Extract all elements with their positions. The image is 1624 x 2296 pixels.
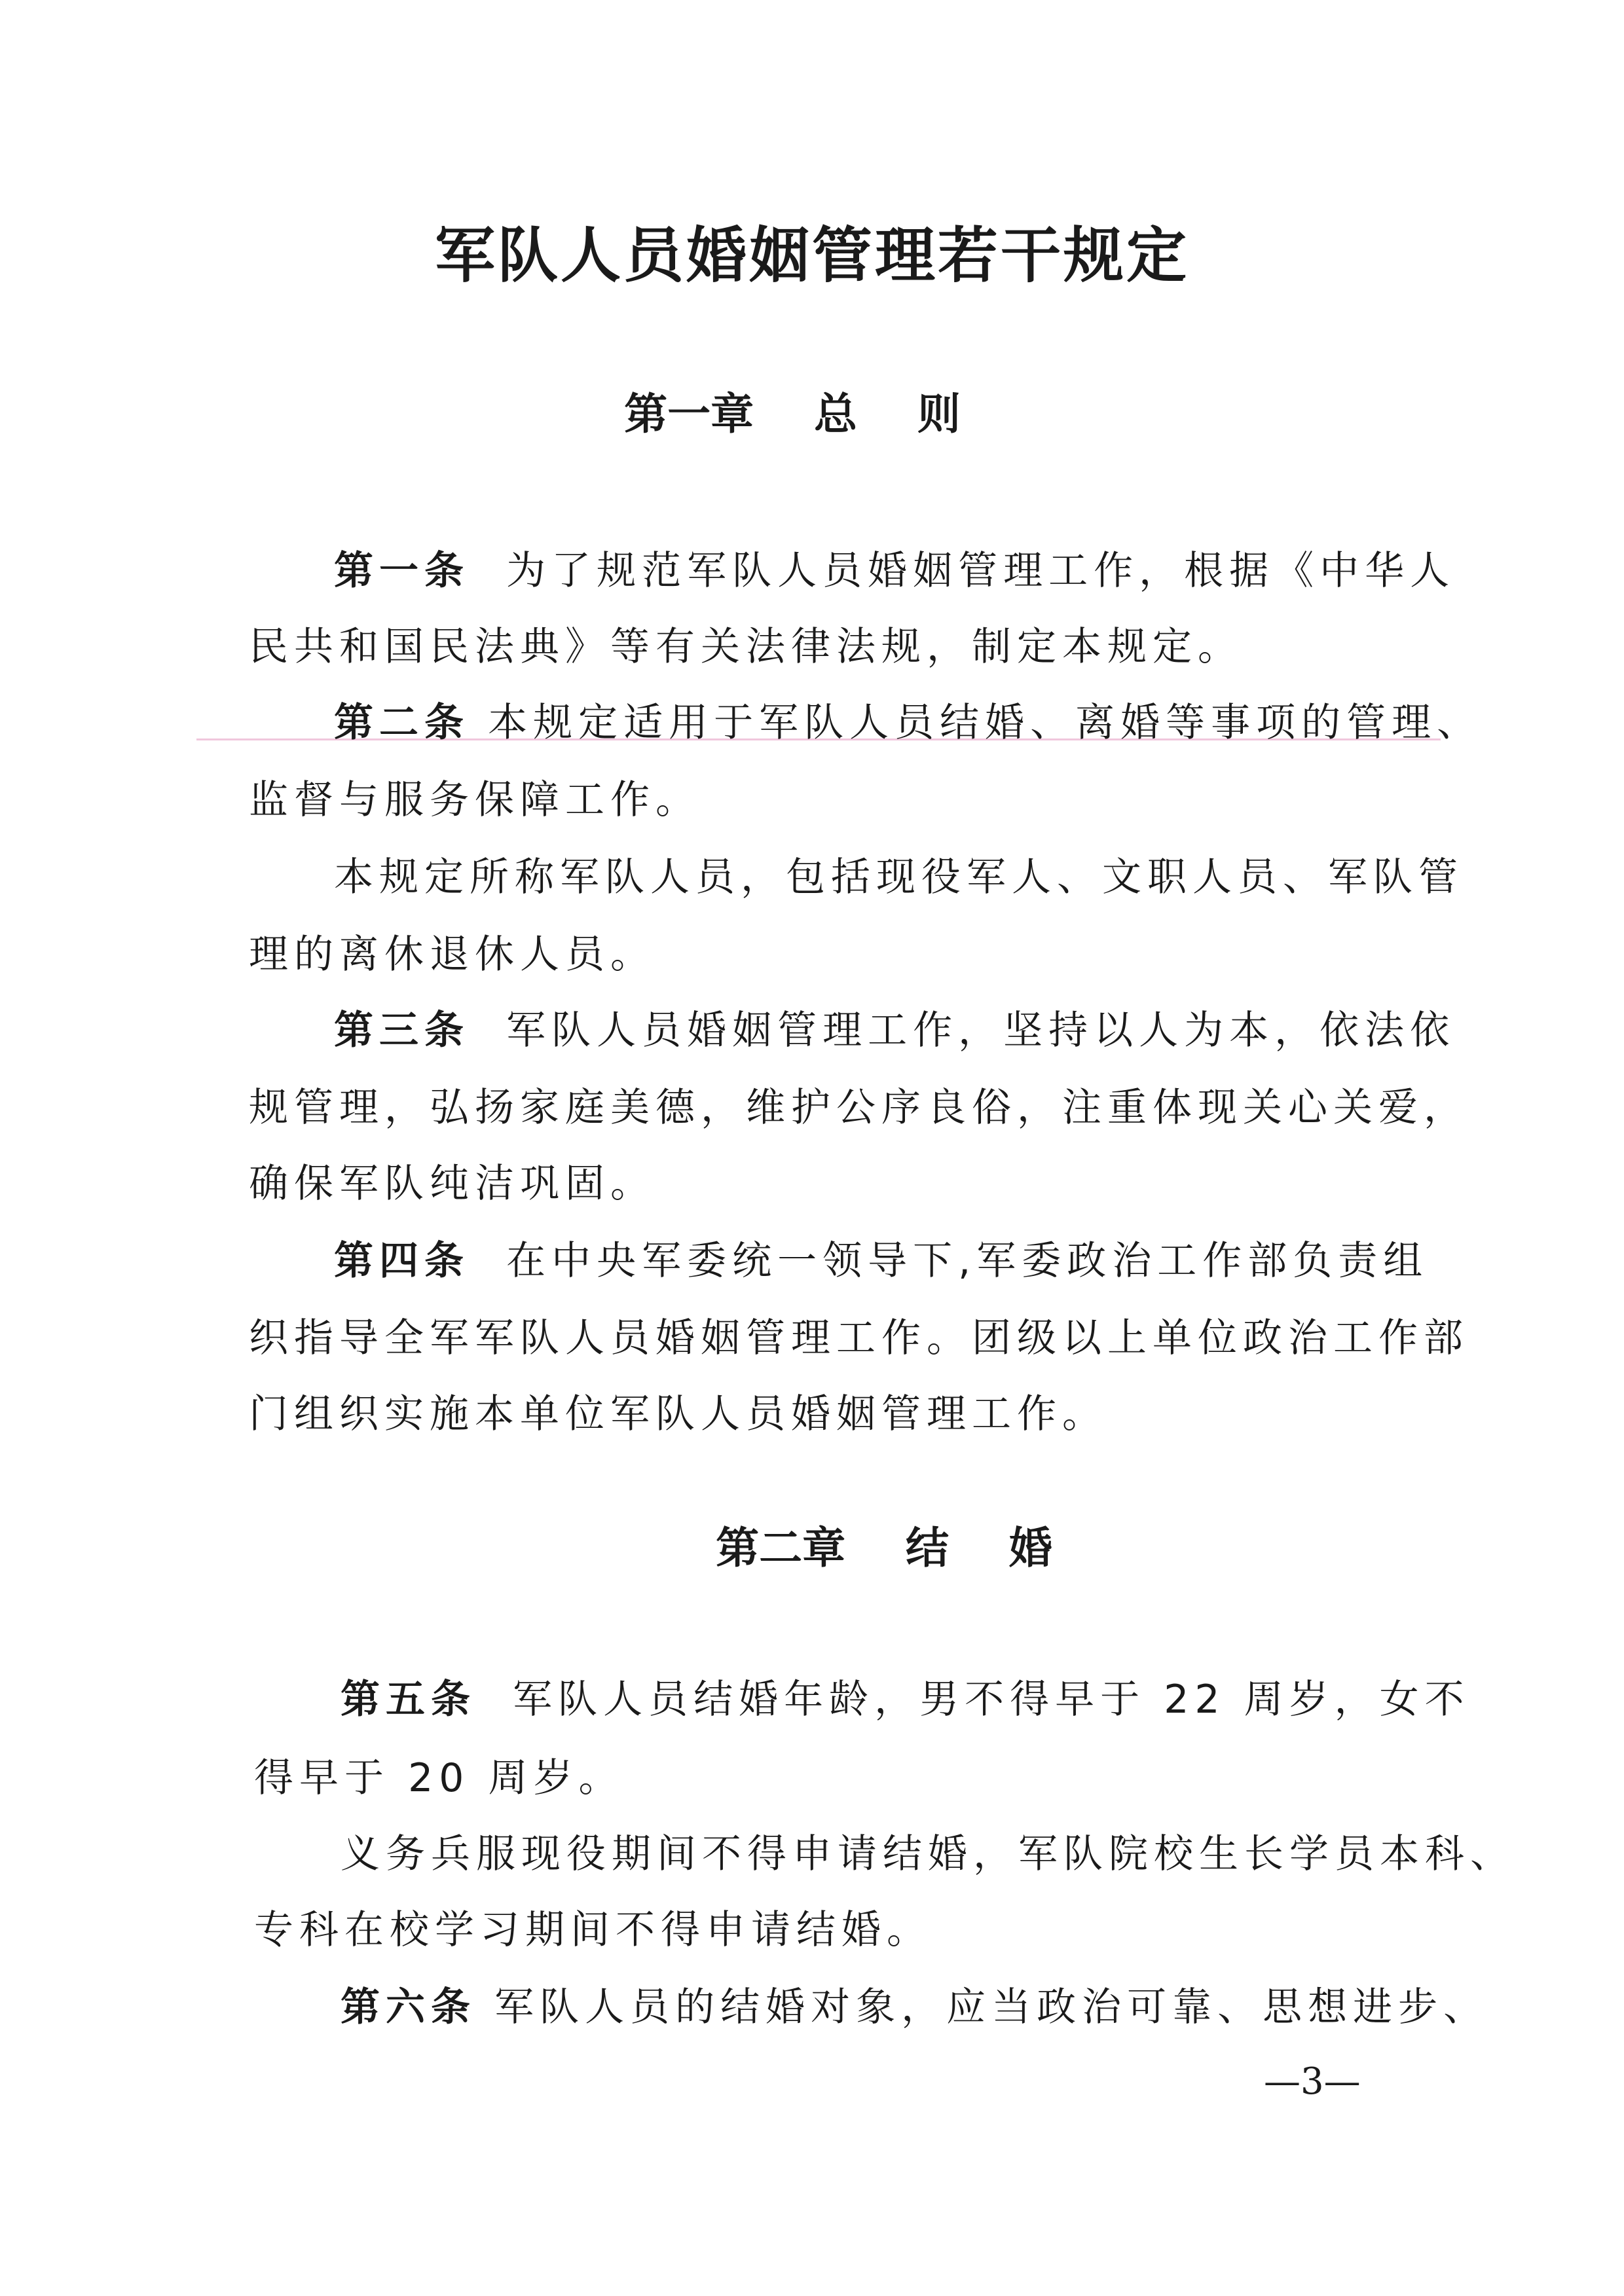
article-2-line-2: 监督与服务保障工作。 [249,777,701,823]
article-5-line-2: 得早于 20 周岁。 [254,1755,624,1801]
chapter-heading-1: 第一章 总 则 [624,389,961,439]
page-number: —3— [1264,2060,1361,2103]
article-label: 第一条 [334,548,470,594]
article-3-line-2: 规管理，弘扬家庭美德，维护公序良俗，注重体现关心关爱， [249,1085,1469,1131]
article-4-line-3: 门组织实施本单位军队人员婚姻管理工作。 [249,1391,1107,1437]
article-6-line-1: 第六条 军队人员的结婚对象，应当政治可靠、思想进步、 [341,1984,1489,2030]
article-label: 第二条 [334,700,470,746]
article-3-line-1: 第三条 军队人员婚姻管理工作，坚持以人为本，依法依 [334,1008,1456,1053]
article-5-line-4: 专科在校学习期间不得申请结婚。 [254,1907,932,1953]
article-2-line-1: 第二条 本规定适用于军队人员结婚、离婚等事项的管理、 [334,700,1483,746]
article-5-line-1: 第五条 军队人员结婚年龄，男不得早于 22 周岁，女不 [341,1677,1470,1722]
article-1-line-1: 第一条 为了规范军队人员婚姻管理工作，根据《中华人 [334,548,1456,594]
article-label: 第三条 [334,1008,470,1053]
article-3-line-3: 确保军队纯洁巩固。 [249,1161,655,1207]
article-label: 第六条 [341,1984,476,2030]
article-label: 第四条 [334,1238,470,1284]
article-4-line-1: 第四条 在中央军委统一领导下,军委政治工作部负责组 [334,1238,1429,1284]
document-title: 军队人员婚姻管理若干规定 [434,220,1189,291]
article-4-line-2: 织指导全军军队人员婚姻管理工作。团级以上单位政治工作部 [249,1315,1469,1361]
article-label: 第五条 [341,1677,476,1722]
article-5-line-3: 义务兵服现役期间不得申请结婚，军队院校生长学员本科、 [341,1831,1515,1877]
article-2-line-4: 理的离休退休人员。 [249,932,655,977]
article-1-line-2: 民共和国民法典》等有关法律法规，制定本规定。 [249,624,1243,670]
chapter-heading-2: 第二章 结 婚 [716,1523,1052,1573]
article-2-line-3: 本规定所称军队人员，包括现役军人、文职人员、军队管 [334,854,1464,900]
